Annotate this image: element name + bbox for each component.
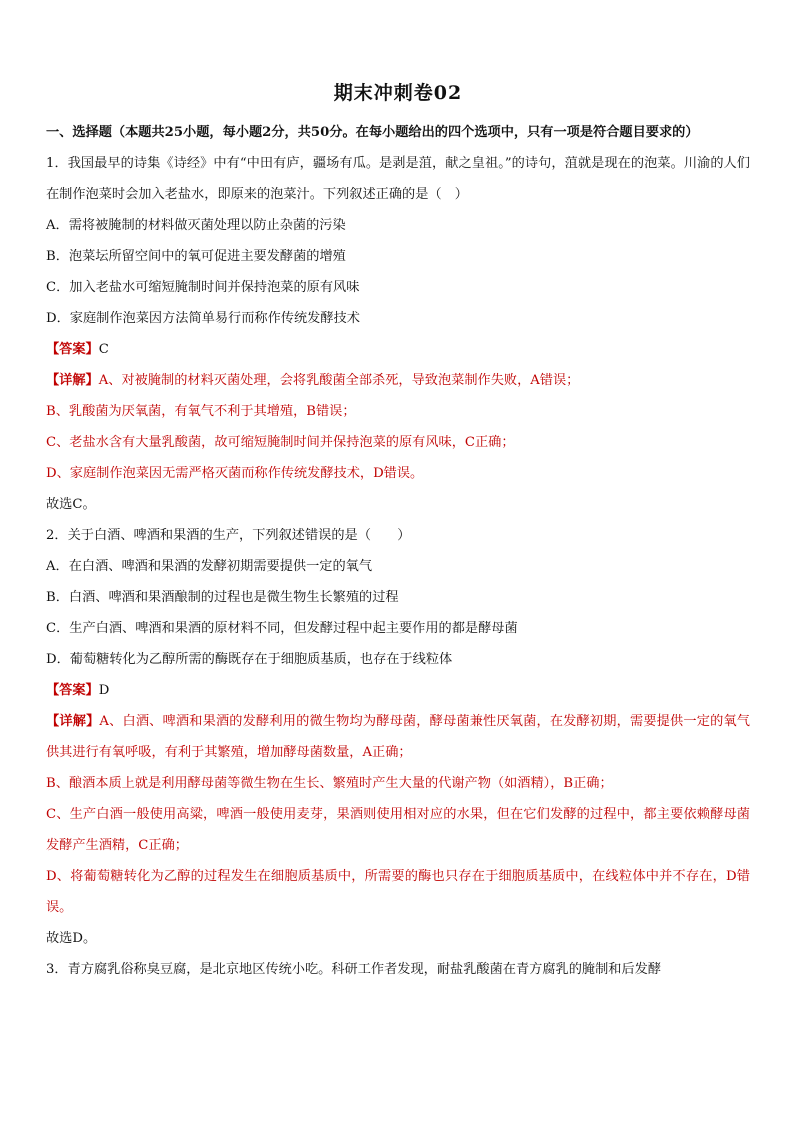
answer-value: C bbox=[98, 342, 109, 357]
conclusion: 故选C。 bbox=[46, 497, 96, 512]
question-stem: 2．关于白酒、啤酒和果酒的生产，下列叙述错误的是（ ） bbox=[46, 528, 411, 543]
answer-label: 【答案】 bbox=[46, 342, 99, 357]
question-2 bbox=[46, 520, 750, 954]
detail-text: A、白酒、啤酒和果酒的发酵利用的微生物均为酵母菌，酵母菌兼性厌氧菌，在发酵初期，需要提供一定的氧气供其进行有氧呼吸，有利于其繁殖，增加酵母菌数量，A正确； bbox=[46, 714, 750, 760]
detail-line: B、乳酸菌为厌氧菌，有氧气不利于其增殖，B错误； bbox=[46, 404, 356, 419]
exam-page bbox=[46, 78, 750, 985]
answer-line bbox=[46, 334, 750, 365]
option-b: B．泡菜坛所留空间中的氧可促进主要发酵菌的增殖 bbox=[46, 249, 346, 264]
answer-label: 【答案】 bbox=[46, 683, 99, 698]
option-c: C．生产白酒、啤酒和果酒的原材料不同，但发酵过程中起主要作用的都是酵母菌 bbox=[46, 621, 518, 636]
detail-label: 【详解】 bbox=[46, 714, 100, 729]
answer-value: D bbox=[98, 683, 110, 698]
detail-line: C、生产白酒一般使用高粱，啤酒一般使用麦芽，果酒则使用相对应的水果，但在它们发酵的过程中，都主要依赖酵母菌发酵产生酒精，C正确； bbox=[46, 807, 750, 853]
question-stem: 3．青方腐乳俗称臭豆腐，是北京地区传统小吃。科研工作者发现，耐盐乳酸菌在青方腐乳的腌制和后发酵 bbox=[46, 962, 662, 977]
detail-line: B、酿酒本质上就是利用酵母菌等微生物在生长、繁殖时产生大量的代谢产物（如酒精），B正确； bbox=[46, 776, 613, 791]
page-title: 期末冲刺卷02 bbox=[333, 82, 463, 104]
option-b: B．白酒、啤酒和果酒酿制的过程也是微生物生长繁殖的过程 bbox=[46, 590, 399, 605]
option-d: D．家庭制作泡菜因方法简单易行而称作传统发酵技术 bbox=[46, 311, 360, 326]
option-a: A．需将被腌制的材料做灭菌处理以防止杂菌的污染 bbox=[46, 218, 346, 233]
question-1 bbox=[46, 148, 750, 520]
option-d: D．葡萄糖转化为乙醇所需的酶既存在于细胞质基质，也存在于线粒体 bbox=[46, 652, 453, 667]
detail-text: A、对被腌制的材料灭菌处理，会将乳酸菌全部杀死，导致泡菜制作失败，A错误； bbox=[98, 373, 580, 388]
section-header: 一、选择题（本题共25小题，每小题2分，共50分。在每小题给出的四个选项中，只有一项是符合题目要求的） bbox=[46, 125, 699, 140]
detail-label: 【详解】 bbox=[46, 373, 99, 388]
answer-line bbox=[46, 675, 750, 706]
detail-line: D、将葡萄糖转化为乙醇的过程发生在细胞质基质中，所需要的酶也只存在于细胞质基质中，在线粒体中并不存在，D错误。 bbox=[46, 869, 750, 915]
question-3 bbox=[46, 954, 750, 985]
option-a: A．在白酒、啤酒和果酒的发酵初期需要提供一定的氧气 bbox=[46, 559, 373, 574]
detail-line: D、家庭制作泡菜因无需严格灭菌而称作传统发酵技术，D错误。 bbox=[46, 466, 424, 481]
option-c: C．加入老盐水可缩短腌制时间并保持泡菜的原有风味 bbox=[46, 280, 360, 295]
question-stem: 1．我国最早的诗集《诗经》中有“中田有庐，疆场有瓜。是剥是菹，献之皇祖。”的诗句，菹就是现在的泡菜。川渝的人们在制作泡菜时会加入老盐水，即原来的泡菜汁。下列叙述正确的是（ ） bbox=[46, 156, 750, 202]
conclusion: 故选D。 bbox=[46, 931, 97, 946]
detail-line: C、老盐水含有大量乳酸菌，故可缩短腌制时间并保持泡菜的原有风味，C正确； bbox=[46, 435, 515, 450]
detail-line bbox=[46, 706, 750, 768]
detail-line bbox=[46, 365, 750, 396]
